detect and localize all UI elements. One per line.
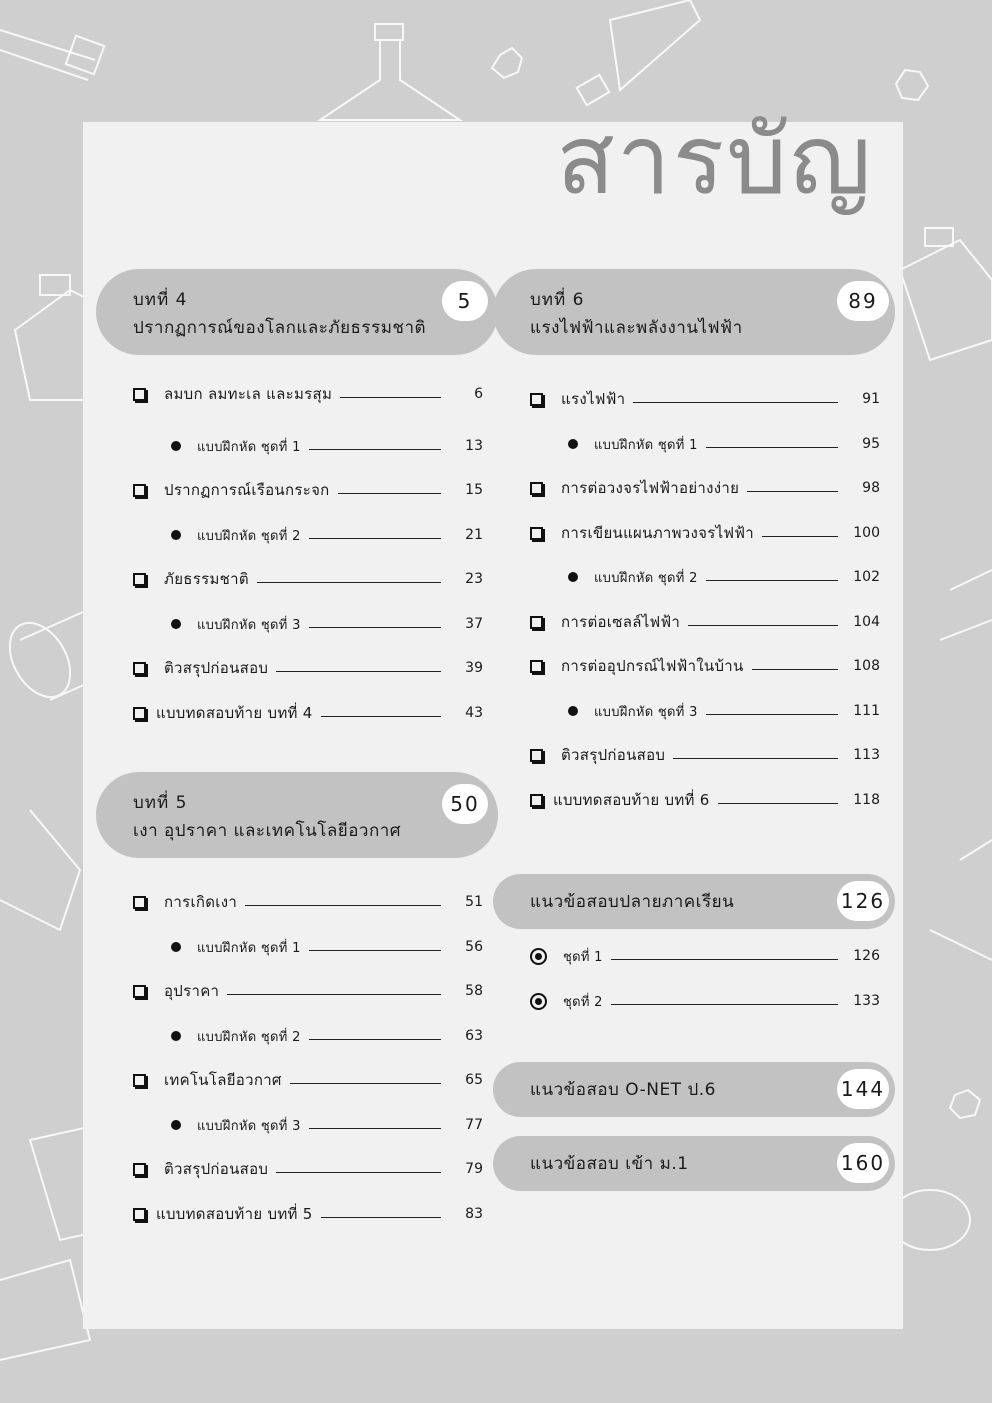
chapter-6-section (493, 269, 895, 355)
leader-line (276, 671, 441, 672)
toc-item[interactable]: เทคโนโลยีอวกาศ 65 (133, 1068, 483, 1092)
toc-item[interactable]: การต่ออุปกรณ์ไฟฟ้าในบ้าน 108 (530, 654, 880, 678)
checkbox-icon (530, 794, 543, 807)
final-exam-section (493, 874, 895, 929)
toc-item[interactable]: แบบฝึกหัด ชุดที่ 1 13 (171, 434, 483, 458)
toc-item[interactable]: ชุดที่ 1 126 (530, 944, 880, 968)
leader-line (309, 1039, 441, 1040)
toc-item[interactable]: การต่อวงจรไฟฟ้าอย่างง่าย 98 (530, 476, 880, 500)
leader-line (227, 994, 441, 995)
bullet-icon (171, 1031, 181, 1041)
leader-line (257, 582, 441, 583)
leader-line (340, 397, 441, 398)
chapter-6-label: บทที่ 6 (530, 290, 585, 310)
toc-item[interactable]: แบบฝึกหัด ชุดที่ 1 95 (568, 432, 880, 456)
entrance-header[interactable] (493, 1136, 895, 1191)
checkbox-icon (530, 616, 543, 629)
leader-line (276, 1172, 441, 1173)
toc-item[interactable]: แบบฝึกหัด ชุดที่ 1 56 (171, 935, 483, 959)
checkbox-icon (530, 482, 543, 495)
toc-item[interactable]: ชุดที่ 2 133 (530, 989, 880, 1013)
onet-section (493, 1062, 895, 1117)
leader-line (245, 905, 441, 906)
entrance-section (493, 1136, 895, 1191)
bullet-icon (171, 1120, 181, 1130)
leader-line (309, 449, 441, 450)
checkbox-icon (133, 707, 146, 720)
toc-item[interactable]: ติวสรุปก่อนสอบ 79 (133, 1157, 483, 1181)
checkbox-icon (530, 527, 543, 540)
toc-item[interactable]: แบบทดสอบท้าย บทที่ 6 118 (530, 788, 880, 812)
bullet-icon (171, 942, 181, 952)
page-title: สารบัญ (556, 104, 873, 216)
checkbox-icon (530, 393, 543, 406)
checkbox-icon (133, 1074, 146, 1087)
leader-line (321, 1217, 441, 1218)
onet-header[interactable] (493, 1062, 895, 1117)
onet-page-badge: 144 (837, 1069, 889, 1109)
toc-item[interactable]: การเขียนแผนภาพวงจรไฟฟ้า 100 (530, 521, 880, 545)
leader-line (611, 959, 838, 960)
toc-item[interactable]: แบบฝึกหัด ชุดที่ 3 77 (171, 1113, 483, 1137)
checkbox-icon (133, 985, 146, 998)
toc-item[interactable]: ติวสรุปก่อนสอบ 39 (133, 656, 483, 680)
content-panel (83, 104, 903, 1329)
final-exam-page-badge: 126 (837, 881, 889, 921)
bullet-icon (568, 439, 578, 449)
final-exam-header[interactable] (493, 874, 895, 929)
chapter-4-label: บทที่ 4 (133, 290, 188, 310)
bullet-icon (568, 706, 578, 716)
bullet-icon (171, 530, 181, 540)
leader-line (338, 493, 441, 494)
chapter-5-header[interactable] (96, 772, 498, 858)
chapter-5-page-badge: 50 (442, 784, 488, 824)
radio-target-icon (530, 948, 547, 965)
checkbox-icon (133, 484, 146, 497)
leader-line (718, 803, 838, 804)
toc-item[interactable]: แบบฝึกหัด ชุดที่ 2 21 (171, 523, 483, 547)
toc-item[interactable]: แบบทดสอบท้าย บทที่ 4 43 (133, 701, 483, 725)
checkbox-icon (530, 749, 543, 762)
leader-line (309, 627, 441, 628)
chapter-6-name: แรงไฟฟ้าและพลังงานไฟฟ้า (530, 318, 743, 338)
checkbox-icon (133, 1208, 146, 1221)
checkbox-icon (133, 388, 146, 401)
leader-line (706, 714, 838, 715)
leader-line (688, 625, 838, 626)
checkbox-icon (133, 662, 146, 675)
leader-line (321, 716, 441, 717)
toc-item[interactable]: อุปราคา 58 (133, 979, 483, 1003)
chapter-5-name: เงา อุปราคา และเทคโนโลยีอวกาศ (133, 821, 402, 841)
checkbox-icon (133, 1163, 146, 1176)
leader-line (706, 447, 838, 448)
bullet-icon (171, 441, 181, 451)
radio-target-icon (530, 993, 547, 1010)
bullet-icon (568, 572, 578, 582)
chapter-4-name: ปรากฏการณ์ของโลกและภัยธรรมชาติ (133, 318, 427, 338)
chapter-5-label: บทที่ 5 (133, 793, 188, 813)
chapter-4-page-badge: 5 (442, 281, 488, 321)
checkbox-icon (133, 896, 146, 909)
leader-line (309, 538, 441, 539)
leader-line (747, 491, 838, 492)
final-exam-title: แนวข้อสอบปลายภาคเรียน (530, 892, 735, 912)
leader-line (673, 758, 838, 759)
entrance-title: แนวข้อสอบ เข้า ม.1 (530, 1154, 689, 1174)
entrance-page-badge: 160 (837, 1143, 889, 1183)
leader-line (309, 1128, 441, 1129)
toc-item[interactable]: ปรากฏการณ์เรือนกระจก 15 (133, 478, 483, 502)
toc-item[interactable]: การเกิดเงา 51 (133, 890, 483, 914)
toc-item[interactable]: แรงไฟฟ้า 91 (530, 387, 880, 411)
toc-item[interactable]: ลมบก ลมทะเล และมรสุม 6 (133, 382, 483, 406)
toc-item[interactable]: แบบฝึกหัด ชุดที่ 2 102 (568, 565, 880, 589)
toc-item[interactable]: แบบฝึกหัด ชุดที่ 3 111 (568, 699, 880, 723)
checkbox-icon (133, 573, 146, 586)
toc-item[interactable]: การต่อเซลล์ไฟฟ้า 104 (530, 610, 880, 634)
chapter-4-section (96, 269, 498, 355)
leader-line (611, 1004, 838, 1005)
leader-line (752, 669, 838, 670)
chapter-6-header[interactable] (493, 269, 895, 355)
toc-item[interactable]: แบบทดสอบท้าย บทที่ 5 83 (133, 1202, 483, 1226)
leader-line (290, 1083, 441, 1084)
checkbox-icon (530, 660, 543, 673)
chapter-4-header[interactable] (96, 269, 498, 355)
chapter-5-section (96, 772, 498, 858)
toc-item[interactable]: แบบฝึกหัด ชุดที่ 2 63 (171, 1024, 483, 1048)
toc-item[interactable]: ภัยธรรมชาติ 23 (133, 567, 483, 591)
leader-line (762, 536, 838, 537)
toc-item[interactable]: ติวสรุปก่อนสอบ 113 (530, 743, 880, 767)
chapter-6-page-badge: 89 (837, 281, 889, 321)
onet-title: แนวข้อสอบ O-NET ป.6 (530, 1080, 716, 1100)
bullet-icon (171, 619, 181, 629)
leader-line (706, 580, 838, 581)
leader-line (633, 402, 838, 403)
toc-item[interactable]: แบบฝึกหัด ชุดที่ 3 37 (171, 612, 483, 636)
leader-line (309, 950, 441, 951)
